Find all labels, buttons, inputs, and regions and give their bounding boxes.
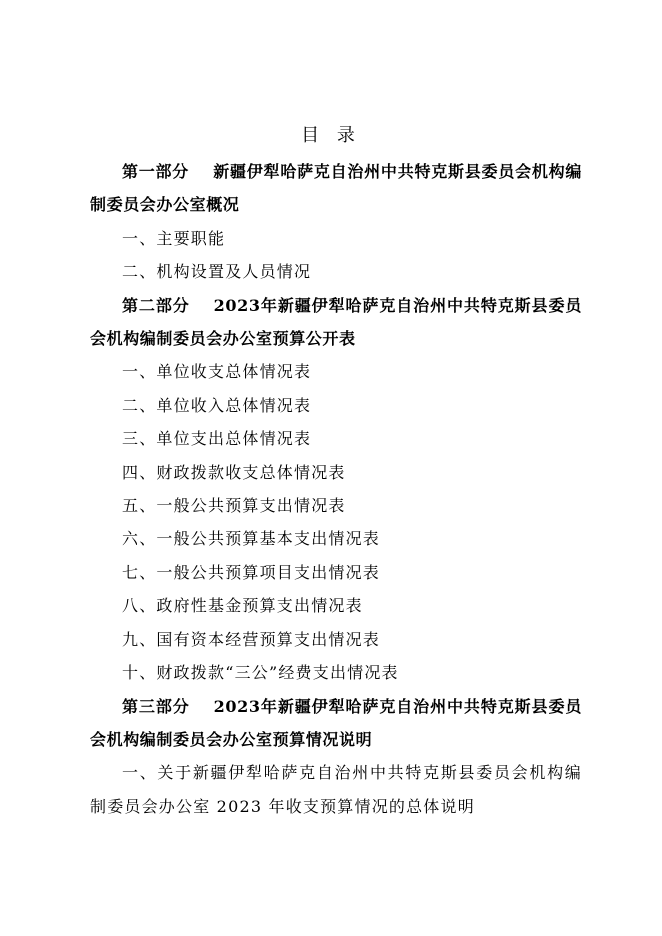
part-three-label: 第三部分 [122, 696, 190, 716]
page-title: 目 录 [301, 125, 361, 146]
table-of-contents [90, 155, 582, 823]
toc-item: 五、一般公共预算支出情况表 [122, 496, 346, 516]
part-three-title: 2023年新疆伊犁哈萨克自治州中共特克斯县委员会机构编制委员会办公室预算情况说明 [90, 696, 582, 749]
toc-item: 一、单位收支总体情况表 [122, 362, 312, 382]
toc-item: 二、单位收入总体情况表 [122, 395, 312, 415]
toc-item: 二、机构设置及人员情况 [122, 262, 312, 282]
part-one-heading [90, 155, 582, 222]
part-two-title: 2023年新疆伊犁哈萨克自治州中共特克斯县委员会机构编制委员会办公室预算公开表 [90, 295, 582, 349]
part-three-heading [90, 690, 582, 757]
toc-item: 八、政府性基金预算支出情况表 [122, 596, 363, 616]
toc-item: 三、单位支出总体情况表 [122, 429, 312, 449]
toc-item: 一、主要职能 [122, 228, 226, 248]
part-one-title: 新疆伊犁哈萨克自治州中共特克斯县委员会机构编制委员会办公室概况 [90, 162, 582, 215]
toc-item: 十、财政拨款“三公”经费支出情况表 [122, 663, 399, 683]
part-two-label: 第二部分 [122, 295, 190, 315]
part-two-heading [90, 289, 582, 356]
toc-item: 四、财政拨款收支总体情况表 [122, 462, 346, 482]
toc-item: 九、国有资本经营预算支出情况表 [122, 629, 381, 649]
toc-paragraph: 一、关于新疆伊犁哈萨克自治州中共特克斯县委员会机构编制委员会办公室 2023 年收支预算情况的总体说明 [90, 763, 582, 816]
toc-item: 七、一般公共预算项目支出情况表 [122, 562, 381, 582]
toc-item: 六、一般公共预算基本支出情况表 [122, 529, 381, 549]
part-one-label: 第一部分 [122, 162, 190, 181]
